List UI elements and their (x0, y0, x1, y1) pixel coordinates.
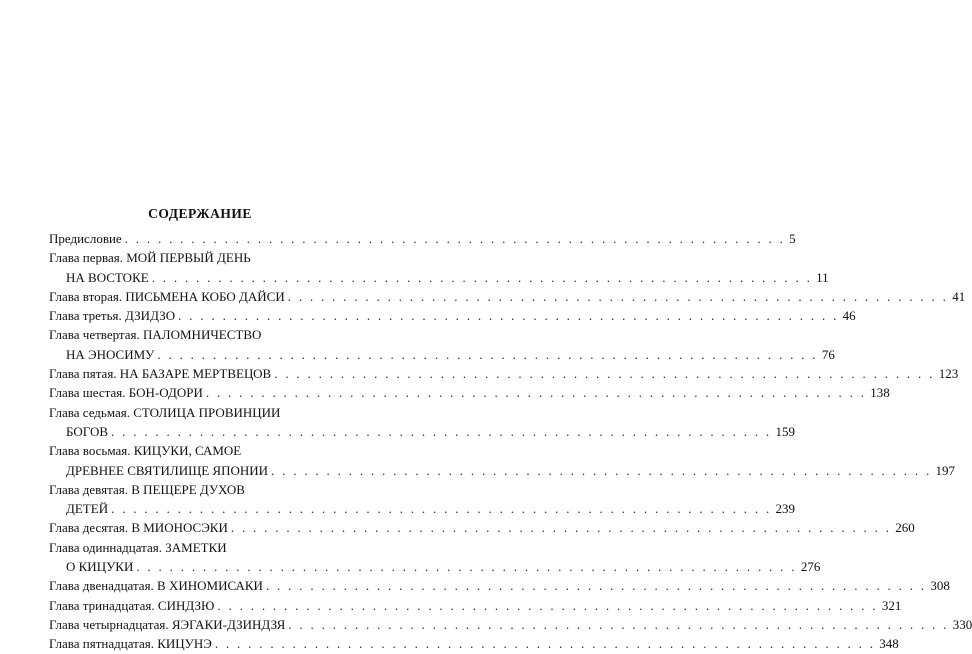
toc-entry (49, 576, 950, 595)
toc-title: СОДЕРЖАНИЕ (148, 206, 252, 221)
toc-entry-page-number: 239 (775, 501, 796, 517)
toc-entry-label: Глава пятнадцатая. КИЦУНЭ (49, 636, 212, 652)
toc-entry (49, 441, 351, 460)
toc-entry (49, 383, 890, 402)
toc-leader-dots: . . . . . . . . . . . . . . . . . . . . . . . . . . . . . . . . . . . . . . . . . . . . . . . . . . . . . . . . . . . . (178, 308, 839, 324)
toc-entry-label: ДЕТЕЙ (66, 501, 109, 517)
toc-entry (49, 229, 796, 248)
toc-entry (49, 287, 966, 306)
toc-entry (49, 461, 955, 480)
toc-entry (49, 538, 351, 557)
toc-entry (49, 634, 899, 653)
toc-entry-page-number: 159 (775, 423, 795, 439)
toc-leader-dots: . . . . . . . . . . . . . . . . . . . . . . . . . . . . . . . . . . . . . . . . . . . . . . . . . . . . . . . . . . . . (274, 366, 935, 382)
toc-entry-page-number: 41 (952, 288, 966, 304)
toc-entry (49, 345, 835, 364)
toc-entry-label: Глава десятая. В МИОНОСЭКИ (49, 520, 228, 536)
toc-leader-dots: . . . . . . . . . . . . . . . . . . . . . . . . . . . . . . . . . . . . . . . . . . . . . . . . . . . . . . . . . . . . (288, 616, 949, 632)
toc-entry (49, 557, 821, 576)
toc-leader-dots: . . . . . . . . . . . . . . . . . . . . . . . . . . . . . . . . . . . . . . . . . . . . . . . . . . . . . . . . . . . . (265, 578, 927, 594)
toc-leader-dots: . . . . . . . . . . . . . . . . . . . . . . . . . . . . . . . . . . . . . . . . . . . . . . . . . . . . . . . . . . . . (151, 269, 813, 285)
toc-leader-dots: . . . . . . . . . . . . . . . . . . . . . . . . . . . . . . . . . . . . . . . . . . . . . . . . . . . . . . . . . . . . (271, 462, 932, 478)
toc-entry (49, 596, 902, 615)
toc-entry-page-number: 276 (800, 559, 821, 575)
toc-entry-label: Глава первая. МОЙ ПЕРВЫЙ ДЕНЬ (49, 250, 251, 266)
toc-entry (49, 248, 351, 267)
toc-entry (49, 422, 795, 441)
toc-entry-label: Предисловие (49, 231, 122, 246)
toc-entry-label: О КИЦУКИ (66, 559, 134, 575)
toc-leader-dots: . . . . . . . . . . . . . . . . . . . . . . . . . . . . . . . . . . . . . . . . . . . . . . . . . . . . . . . . . . . . (205, 385, 867, 401)
toc-entry-label: Глава пятая. НА БАЗАРЕ МЕРТВЕЦОВ (49, 366, 272, 382)
toc-entry-label: Глава четвертая. ПАЛОМНИЧЕСТВО (49, 327, 262, 343)
toc-entry-page-number: 197 (935, 462, 955, 478)
toc-entry (49, 499, 796, 518)
toc-leader-dots: . . . . . . . . . . . . . . . . . . . . . . . . . . . . . . . . . . . . . . . . . . . . . . . . . . . . . . . . . . . . (111, 423, 772, 439)
toc-entry-label: Глава одиннадцатая. ЗАМЕТКИ (49, 539, 227, 555)
toc-entry-label: Глава тринадцатая. СИНДЗЮ (49, 597, 215, 613)
toc-entry-label: ДРЕВНЕЕ СВЯТИЛИЩЕ ЯПОНИИ (66, 462, 269, 478)
toc-entry-label: НА ВОСТОКЕ (66, 269, 149, 285)
toc-entry (49, 480, 351, 499)
toc-entry (49, 518, 915, 537)
toc-entry-page-number: 321 (881, 597, 902, 613)
toc-leader-dots: . . . . . . . . . . . . . . . . . . . . . . . . . . . . . . . . . . . . . . . . . . . . . . . . . . . . . . . . . . . . (124, 231, 786, 246)
toc-entry-page-number: 46 (842, 308, 856, 324)
toc-entry (49, 615, 972, 634)
toc-entry-label: Глава восьмая. КИЦУКИ, САМОЕ (49, 443, 242, 459)
toc-leader-dots: . . . . . . . . . . . . . . . . . . . . . . . . . . . . . . . . . . . . . . . . . . . . . . . . . . . . . . . . . . . . (214, 636, 876, 652)
toc-entry-page-number: 330 (952, 616, 972, 632)
toc-leader-dots: . . . . . . . . . . . . . . . . . . . . . . . . . . . . . . . . . . . . . . . . . . . . . . . . . . . . . . . . . . . . (111, 501, 772, 517)
toc-entry (49, 364, 959, 383)
toc-leader-dots: . . . . . . . . . . . . . . . . . . . . . . . . . . . . . . . . . . . . . . . . . . . . . . . . . . . . . . . . . . . . (287, 288, 949, 304)
toc-entry-page-number: 5 (789, 231, 796, 246)
toc-entry-label: Глава четырнадцатая. ЯЭГАКИ-ДЗИНДЗЯ (49, 616, 286, 632)
toc-entry-page-number: 260 (895, 520, 915, 536)
toc-entry (49, 403, 351, 422)
toc-entry (49, 325, 351, 344)
toc-leader-dots: . . . . . . . . . . . . . . . . . . . . . . . . . . . . . . . . . . . . . . . . . . . . . . . . . . . . . . . . . . . . (136, 559, 797, 575)
toc-entry-label: Глава девятая. В ПЕЩЕРЕ ДУХОВ (49, 481, 245, 497)
toc-leader-dots: . . . . . . . . . . . . . . . . . . . . . . . . . . . . . . . . . . . . . . . . . . . . . . . . . . . . . . . . . . . . (230, 520, 892, 536)
toc-entry-label: НА ЭНОСИМУ (66, 346, 155, 362)
toc-entry-page-number: 308 (930, 578, 950, 594)
toc-entry-page-number: 138 (870, 385, 890, 401)
toc-entry (49, 268, 829, 287)
toc-entry-page-number: 123 (938, 366, 959, 382)
toc-entry-label: Глава седьмая. СТОЛИЦА ПРОВИНЦИИ (49, 404, 281, 420)
table-of-contents (49, 229, 972, 654)
toc-entry-page-number: 348 (879, 636, 899, 652)
toc-entry-label: Глава двенадцатая. В ХИНОМИСАКИ (49, 578, 263, 594)
toc-entry-label: Глава третья. ДЗИДЗО (49, 308, 176, 324)
toc-entry-label: Глава вторая. ПИСЬМЕНА КОБО ДАЙСИ (49, 288, 285, 304)
toc-entry-label: БОГОВ (66, 423, 109, 439)
toc-entry-label: Глава шестая. БОН-ОДОРИ (49, 385, 203, 401)
toc-entry (49, 306, 856, 325)
toc-leader-dots: . . . . . . . . . . . . . . . . . . . . . . . . . . . . . . . . . . . . . . . . . . . . . . . . . . . . . . . . . . . . (157, 346, 818, 362)
toc-entry-page-number: 11 (816, 269, 829, 285)
toc-entry-page-number: 76 (821, 346, 835, 362)
toc-leader-dots: . . . . . . . . . . . . . . . . . . . . . . . . . . . . . . . . . . . . . . . . . . . . . . . . . . . . . . . . . . . . (217, 597, 878, 613)
